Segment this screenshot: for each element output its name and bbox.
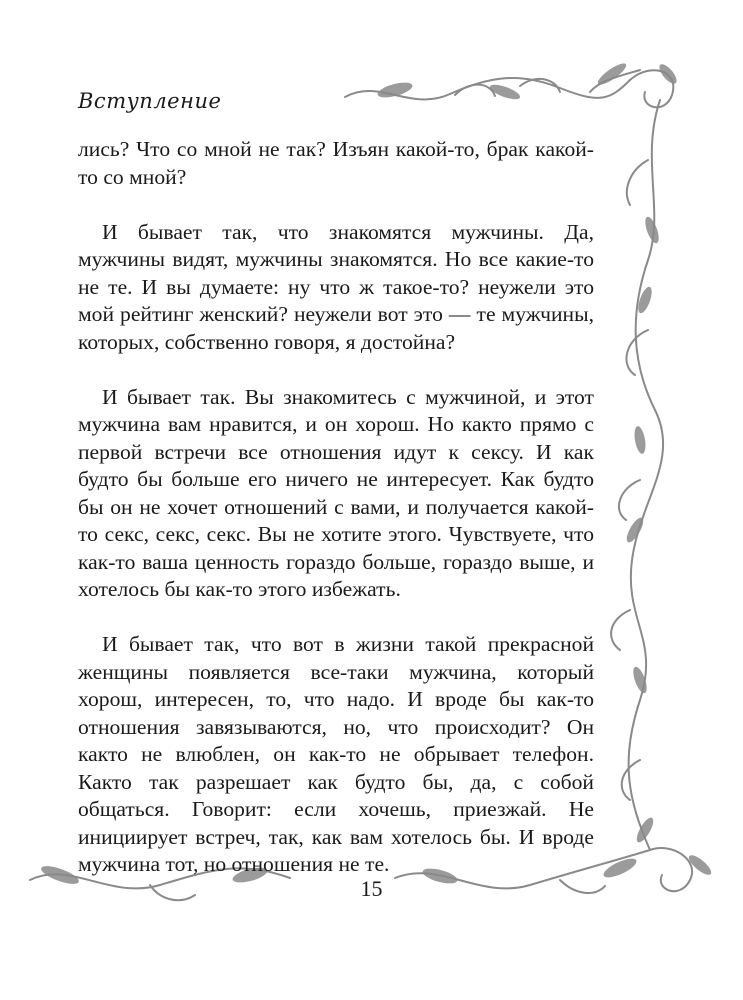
- paragraph-3-text: И бывает так. Вы знакомитесь с мужчиной, и этот мужчина вам нравится, и он хорош. Но както прямо с первой встречи все отношения идут к сексу. И как будто бы больше его ничего не интересует. Как будто бы он не хочет отношений с вами, и получается какой-то секс, секс, секс. Вы не хотите этого. Чувствуете, что как-то ваша ценность гораздо больше, гораздо выше, и хотелось бы как-то этого избежать.: [78, 384, 594, 601]
- paragraph-4: [78, 631, 594, 879]
- body-text: [78, 136, 594, 879]
- paragraph-2-text: И бывает так, что знакомятся мужчины. Да, мужчины видят, мужчины знакомятся. Но все какие-то не те. И вы думаете: ну что ж такое-то? неужели это мой рейтинг женский? неужели вот это — те мужчины, которых, собственно говоря, я достойна?: [78, 219, 594, 354]
- page-number: 15: [360, 876, 383, 901]
- paragraph-4-text: И бывает так, что вот в жизни такой прекрасной женщины появляется все-таки мужчина, который хорош, интересен, то, что надо. И вроде бы как-то отношения завязываются, но, что происходит? Он както не влюблен, он как-то не обрывает телефон. Както так разрешает как будто бы, да, с собой общаться. Говорит: если хочешь, приезжай. Не инициирует встреч, так, как вам хотелось бы. И вроде мужчина тот, но отношения не те.: [78, 632, 594, 876]
- section-title: Вступление: [78, 89, 222, 113]
- paragraph-2: [78, 219, 594, 357]
- paragraph-3: [78, 384, 594, 604]
- paragraph-1: лись? Что со мной не так? Изъян какой-то, брак какой-то со мной?: [78, 137, 594, 189]
